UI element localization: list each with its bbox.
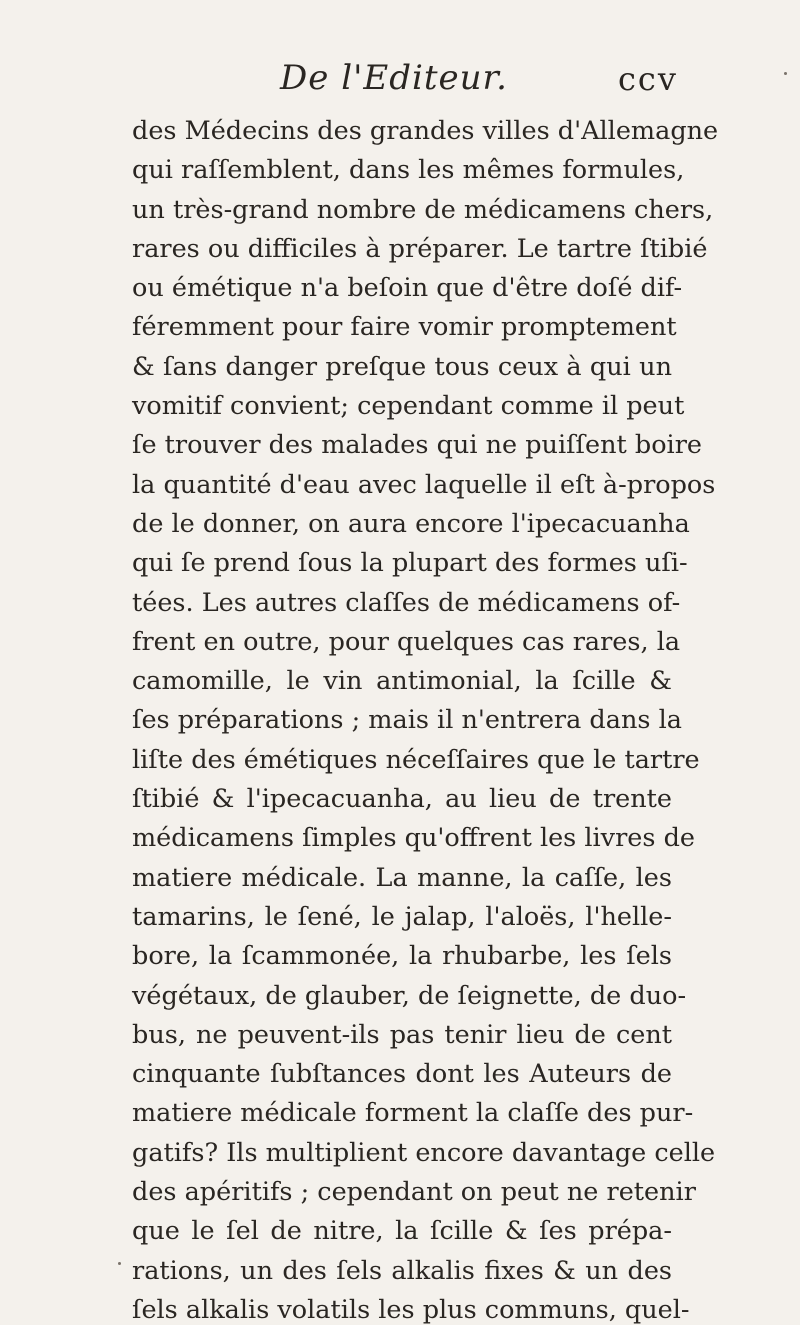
text-line: & ſans danger preſque tous ceux à qui un (132, 351, 672, 382)
text-line: rares ou difficiles à préparer. Le tartre ſtibié (132, 233, 708, 264)
body-text (132, 112, 719, 1325)
text-line: bore, la ſcammonée, la rhubarbe, les ſels (132, 941, 672, 972)
text-line: tamarins, le ſené, le jalap, l'aloës, l'helle- (132, 901, 672, 932)
running-head (0, 58, 800, 98)
running-title: De l'Editeur. (280, 58, 508, 98)
paper-speck (118, 1262, 121, 1265)
text-line: féremment pour faire vomir promptement (132, 312, 677, 343)
text-line: ſes préparations ; mais il n'entrera dans la (132, 705, 682, 736)
text-line: la quantité d'eau avec laquelle il eſt à-propos (132, 469, 716, 500)
text-line: que le ſel de nitre, la ſcille & ſes prépa- (132, 1216, 672, 1247)
text-line: des apéritifs ; cependant on peut ne retenir (132, 1177, 696, 1208)
text-line: végétaux, de glauber, de ſeignette, de duo- (132, 980, 687, 1011)
text-line: vomitif convient; cependant comme il peut (132, 391, 685, 422)
text-line: ſe trouver des malades qui ne puiſſent boire (132, 430, 702, 461)
text-line: cinquante ſubſtances dont les Auteurs de (132, 1059, 672, 1090)
text-line: ſels alkalis volatils les plus communs, quel- (132, 1294, 690, 1325)
text-line: bus, ne peuvent-ils pas tenir lieu de cent (132, 1019, 672, 1050)
text-line: frent en outre, pour quelques cas rares, la (132, 626, 681, 657)
text-line: tées. Les autres claſſes de médicamens of- (132, 587, 681, 618)
text-line: rations, un des ſels alkalis fixes & un des (132, 1255, 672, 1286)
text-line: un très-grand nombre de médicamens chers, (132, 194, 714, 225)
text-line: gatifs? Ils multiplient encore davantage celle (132, 1137, 716, 1168)
text-line: ſtibié & l'ipecacuanha, au lieu de trente (132, 784, 672, 815)
page-number: ccv (618, 60, 678, 98)
text-line: de le donner, on aura encore l'ipecacuanha (132, 508, 690, 539)
paper-speck (784, 72, 787, 75)
text-line: matiere médicale. La manne, la caſſe, les (132, 862, 672, 893)
text-line: qui raſſemblent, dans les mêmes formules, (132, 155, 685, 186)
text-line: liſte des émétiques néceſſaires que le tartre (132, 744, 700, 775)
text-line: des Médecins des grandes villes d'Allemagne (132, 116, 719, 146)
text-line: matiere médicale forment la claſſe des pur- (132, 1098, 694, 1129)
text-line: camomille, le vin antimonial, la ſcille & (132, 666, 672, 697)
text-line: ou émétique n'a beſoin que d'être doſé dif- (132, 273, 683, 304)
text-line: médicamens ſimples qu'offrent les livres de (132, 823, 695, 854)
text-line: qui ſe prend ſous la plupart des formes uſi- (132, 548, 688, 579)
